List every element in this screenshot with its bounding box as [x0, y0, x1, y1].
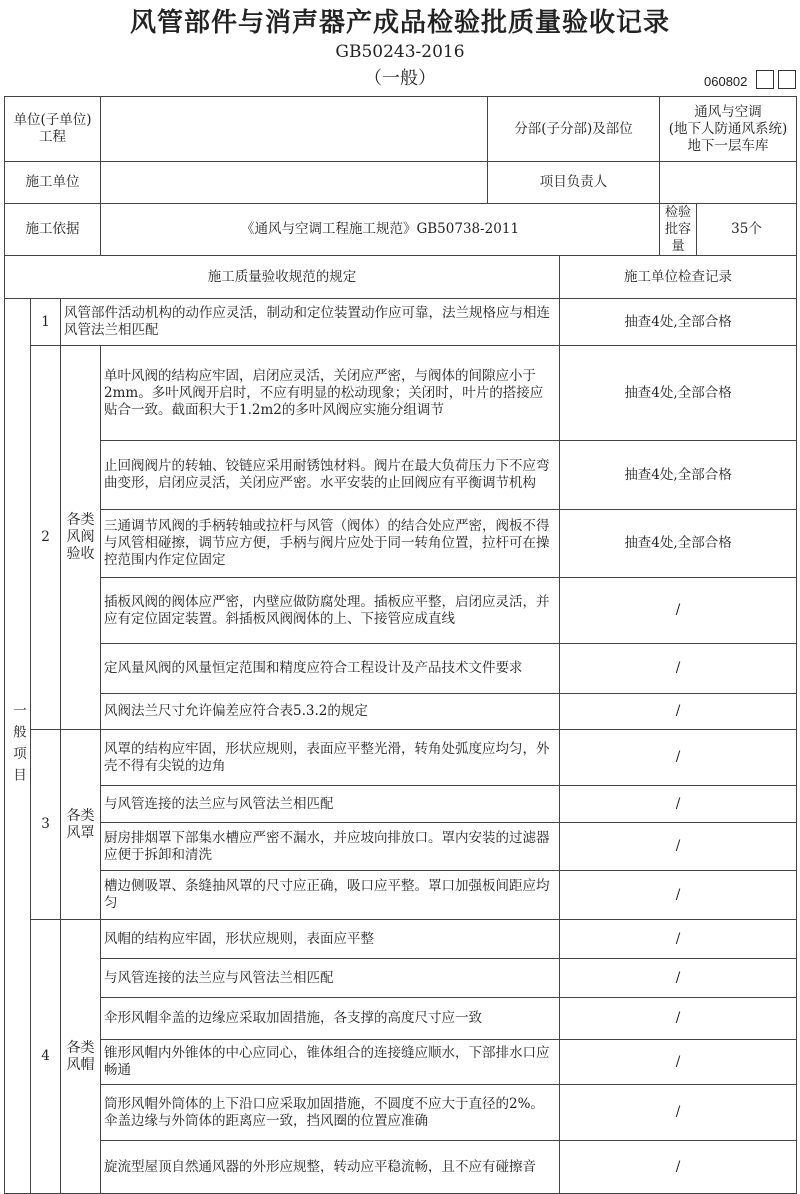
requirement-text: 插板风阀的阀体应严密，内壁应做防腐处理。插板应平整，启闭应灵活，并应有定位固定装置。斜插板风阀阀体的上、下接管应成直线 — [101, 578, 560, 644]
requirement-text: 风罩的结构应牢固，形状应规则，表面应平整光滑，转角处弧度应均匀，外壳不得有尖锐的边角 — [101, 730, 560, 786]
inspection-table — [4, 96, 797, 1194]
check-record[interactable]: / — [560, 644, 797, 694]
item-number: 4 — [31, 920, 61, 1194]
requirement-text: 与风管连接的法兰应与风管法兰相匹配 — [101, 959, 560, 998]
requirement-text: 风帽的结构应牢固，形状应规则，表面应平整 — [101, 920, 560, 959]
code-box-1[interactable] — [756, 70, 774, 89]
table-row — [5, 871, 797, 920]
check-record[interactable]: 抽查4处,全部合格 — [560, 346, 797, 441]
requirement-text: 单叶风阀的结构应牢固，启闭应灵活，关闭应严密，与阀体的间隙应小于2mm。多叶风阀开启时，不应有明显的松动现象；关闭时，叶片的搭接应贴合一致。截面积大于1.2m2的多叶风阀应实施分组调节 — [101, 346, 560, 441]
check-record[interactable]: 抽查4处,全部合格 — [560, 299, 797, 346]
requirement-text: 风阀法兰尺寸允许偏差应符合表5.3.2的规定 — [101, 694, 560, 730]
table-row — [5, 346, 797, 441]
table-row — [5, 1141, 797, 1194]
contractor-label: 施工单位 — [5, 162, 101, 204]
table-row — [5, 1085, 797, 1141]
item-number: 2 — [31, 346, 61, 730]
item-group: 各类风阀验收 — [61, 346, 101, 730]
capacity-label-text: 检验批容量 — [665, 205, 692, 254]
item-group: 各类风帽 — [61, 920, 101, 1194]
form-code: 060802 — [704, 74, 748, 89]
check-record[interactable]: / — [560, 871, 797, 920]
capacity-label — [660, 204, 697, 256]
item-group: 各类风罩 — [61, 730, 101, 920]
unit-value[interactable] — [101, 97, 488, 162]
table-row — [5, 823, 797, 871]
item-number: 1 — [31, 299, 61, 346]
check-record[interactable]: / — [560, 920, 797, 959]
check-record[interactable]: 抽查4处,全部合格 — [560, 510, 797, 578]
table-row — [5, 920, 797, 959]
category-label: （一般） — [364, 68, 436, 89]
check-record[interactable]: / — [560, 1040, 797, 1085]
requirement-text: 定风量风阀的风量恒定范围和精度应符合工程设计及产品技术文件要求 — [101, 644, 560, 694]
requirement-text: 旋流型屋顶自然通风器的外形应规整，转动应平稳流畅，且不应有碰擦音 — [101, 1141, 560, 1194]
check-record[interactable]: / — [560, 730, 797, 786]
basis-label: 施工依据 — [5, 204, 101, 256]
subdivision-line-2: (地下人防通风系统) — [668, 120, 788, 137]
check-record[interactable]: / — [560, 998, 797, 1040]
table-row — [5, 998, 797, 1040]
table-row — [5, 730, 797, 786]
page-title: 风管部件与消声器产成品检验批质量验收记录 — [129, 8, 670, 38]
check-record[interactable]: / — [560, 959, 797, 998]
basis-value[interactable]: 《通风与空调工程施工规范》GB50738-2011 — [101, 204, 660, 256]
requirement-text: 三通调节风阀的手柄转轴或拉杆与风管（阀体）的结合处应严密，阀板不得与风管相碰擦，调节应方便，手柄与阀片应处于同一转角位置，拉杆可在操控范围内作定位固定 — [101, 510, 560, 578]
subdivision-line-1: 通风与空调 — [694, 103, 762, 120]
requirement-text: 伞形风帽伞盖的边缘应采取加固措施，各支撑的高度尺寸应一致 — [101, 998, 560, 1040]
unit-label: 单位(子单位)工程 — [5, 97, 101, 162]
table-row — [5, 786, 797, 823]
check-record[interactable]: / — [560, 694, 797, 730]
check-record[interactable]: 抽查4处,全部合格 — [560, 441, 797, 510]
standard-code: GB50243-2016 — [335, 42, 465, 62]
contractor-value[interactable] — [101, 162, 488, 204]
check-record[interactable]: / — [560, 1085, 797, 1141]
item-number: 3 — [31, 730, 61, 920]
requirement-text: 筒形风帽外筒体的上下沿口应采取加固措施，不圆度不应大于直径的2%。伞盖边缘与外筒体的距离应一致，挡风圈的位置应准确 — [101, 1085, 560, 1141]
requirement-text: 槽边侧吸罩、条缝抽风罩的尺寸应正确，吸口应平整。罩口加强板间距应均匀 — [101, 871, 560, 920]
capacity-value[interactable]: 35个 — [697, 204, 797, 256]
table-row — [5, 299, 797, 346]
requirement-text: 止回阀阀片的转轴、铰链应采用耐锈蚀材料。阀片在最大负荷压力下不应弯曲变形，启闭应灵活，关闭应严密。水平安装的止回阀应有平衡调节机构 — [101, 441, 560, 510]
requirement-text: 厨房排烟罩下部集水槽应严密不漏水，并应坡向排放口。罩内安装的过滤器应便于拆卸和清洗 — [101, 823, 560, 871]
table-row — [5, 441, 797, 510]
table-row — [5, 644, 797, 694]
check-record[interactable]: / — [560, 578, 797, 644]
subdivision-value[interactable] — [660, 97, 797, 162]
check-record[interactable]: / — [560, 786, 797, 823]
requirement-text: 锥形风帽内外锥体的中心应同心，锥体组合的连接缝应顺水，下部排水口应畅通 — [101, 1040, 560, 1085]
table-row — [5, 959, 797, 998]
subdivision-label: 分部(子分部)及部位 — [488, 97, 660, 162]
table-row — [5, 1040, 797, 1085]
table-row — [5, 578, 797, 644]
requirement-text: 风管部件活动机构的动作应灵活，制动和定位装置动作应可靠，法兰规格应与相连风管法兰相匹配 — [61, 299, 560, 346]
code-box-2[interactable] — [778, 70, 796, 89]
check-record[interactable]: / — [560, 1141, 797, 1194]
spec-header: 施工质量验收规范的规定 — [5, 256, 560, 299]
manager-label: 项目负责人 — [488, 162, 660, 204]
subdivision-line-3: 地下一层车库 — [687, 137, 769, 154]
requirement-text: 与风管连接的法兰应与风管法兰相匹配 — [101, 786, 560, 823]
manager-value[interactable] — [660, 162, 797, 204]
check-record[interactable]: / — [560, 823, 797, 871]
general-items-label: 一般项目 — [5, 299, 31, 1194]
record-header: 施工单位检查记录 — [560, 256, 797, 299]
table-row — [5, 510, 797, 578]
table-row — [5, 694, 797, 730]
